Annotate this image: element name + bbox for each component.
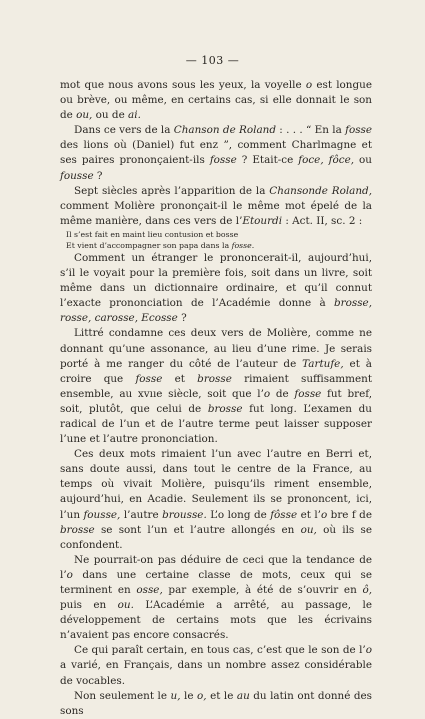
italic-text: o, — [197, 689, 207, 702]
text-run: Ce qui paraît certain, en tous cas, c’est que le son de l’ — [74, 644, 366, 657]
italic-text: osse, — [136, 584, 163, 596]
italic-text: o — [305, 79, 313, 91]
text-run: l’autre — [120, 508, 163, 521]
text-run: du latin ont donné des sons — [60, 689, 373, 717]
text-run: dans une certaine classe de mots, ceux qui se terminent en — [60, 568, 372, 596]
text-run: ? Etait-ce — [236, 154, 299, 167]
text-run: Non seulement le — [74, 689, 171, 702]
text-run: : . . . “ En la — [275, 124, 346, 137]
italic-text: fosse. — [231, 240, 255, 250]
italic-text: au — [236, 689, 250, 702]
paragraph — [60, 326, 372, 447]
italic-text: o — [320, 508, 328, 521]
text-run: où ils se confondent. — [60, 523, 372, 551]
text-run: se sont l’un et l’autre allongés en — [94, 523, 301, 536]
italic-text: u, — [170, 689, 181, 702]
italic-text: Chanson de Roland — [173, 124, 276, 137]
italic-text: fosse — [345, 124, 373, 137]
italic-text: foce, fôce, — [298, 154, 355, 167]
italic-text: ou, — [300, 523, 317, 536]
paragraph — [60, 184, 372, 229]
paragraph — [60, 123, 372, 183]
text-run: fut bref, soit, plutôt, que celui de — [60, 387, 372, 415]
italic-text: Etourdi — [242, 214, 283, 227]
text-run: Ces deux mots rimaient l’un avec l’autre en Berri et, sans doute aussi, dans tout le centre de la France, au temps où vivait Molière, puisqu’ils riment ensemble, aujourd’hui, en Acadie. Seulement ils se prononcent, ici, l’un — [60, 448, 372, 521]
text-run: : Act. II, sc. 2 : — [282, 214, 363, 227]
text-run: ? — [93, 169, 103, 182]
paragraph — [60, 78, 372, 123]
verse-quote — [66, 229, 372, 251]
text-run: Ne pourrait-on pas déduire de ceci que la tendance de l’ — [60, 553, 372, 581]
text-run: ou — [354, 154, 372, 167]
text-run: Littré condamne ces deux vers de Molière, comme ne donnant qu’une assonance, au lieu d’une rime. Je serais porté à me ranger du côté de l’auteur de — [60, 327, 372, 370]
text-run: et le — [206, 689, 237, 702]
text-run: et — [162, 372, 198, 385]
italic-text: ou, — [76, 109, 93, 122]
text-run: bre f de — [327, 508, 372, 521]
italic-text: brosse — [60, 523, 95, 536]
italic-text: brosse, rosse, carosse, Ecosse — [60, 297, 372, 325]
text-run: par exemple, à été de s’ouvrir en — [162, 584, 363, 596]
text-run: ou de — [92, 109, 129, 122]
italic-text: o — [365, 644, 372, 657]
text-run: rimaient suffisamment ensemble, au xvııe siècle, soit que l’ — [60, 372, 372, 400]
italic-text: fosse — [294, 387, 322, 400]
text-run: de — [270, 387, 295, 400]
text-run: L’Académie a arrêté, au passage, le développement de certains mots que les écrivains n’avaient pas encore consacrés. — [60, 599, 372, 642]
italic-text: brousse. — [162, 508, 207, 521]
body-text — [60, 78, 372, 719]
text-run: est longue ou brève, ou même, en certains cas, si elle donnait le son de — [60, 79, 372, 122]
italic-text: Tartufe, — [302, 357, 344, 370]
page-number: — 103 — — [185, 54, 240, 67]
italic-text: ô, — [362, 584, 372, 596]
text-run: et l’ — [297, 508, 321, 521]
text-run: le — [180, 689, 198, 702]
verse-line — [66, 229, 372, 240]
italic-text: fôsse — [270, 508, 298, 521]
paragraph — [60, 447, 372, 553]
text-run: ? — [177, 312, 187, 325]
text-run: Comment un étranger le prononcerait-il, aujourd’hui, s’il le voyait pour la première fois, soit dans un livre, soit même dans un dictionnaire ordinaire, et qu’il connut l’exacte prononciation de l’Académie donne à — [60, 251, 372, 310]
italic-text: brosse — [197, 372, 232, 385]
text-run: Dans ce vers de la — [74, 124, 174, 137]
italic-text: brosse — [207, 402, 243, 415]
text-run: Sept siècles après l’apparition de la — [74, 184, 270, 197]
paragraph — [60, 689, 372, 719]
text-run: Et vient d’accompagner son papa dans la — [66, 240, 232, 250]
paragraph — [60, 553, 372, 644]
paragraph — [60, 643, 372, 688]
italic-text: o — [263, 387, 271, 400]
paragraph — [60, 251, 372, 326]
verse-line — [66, 240, 372, 251]
text-run: mot que nous avons sous les yeux, la voyelle — [60, 79, 306, 91]
italic-text: Chansonde Roland, — [269, 184, 372, 197]
text-run: Il s’est fait en maint lieu contusion et bosse — [66, 229, 239, 239]
italic-text: ai. — [128, 109, 141, 122]
text-run: a varié, en Français, dans un nombre assez considérable de vocables. — [60, 659, 372, 687]
text-run: L’o long de — [206, 508, 271, 521]
text-run: comment Molière prononçait-il le même mot épelé de la même manière, dans ces vers de l’ — [60, 199, 372, 227]
text-run: et à croire que — [60, 357, 372, 385]
italic-text: fosse — [209, 154, 237, 167]
italic-text: ou. — [117, 599, 134, 612]
text-run: puis en — [60, 599, 118, 612]
italic-text: fousse — [60, 169, 94, 182]
italic-text: fosse — [135, 372, 163, 385]
text-run: fut long. L’examen du radical de l’un et de l’autre terme peut laisser supposer l’une et l’autre prononciation. — [60, 402, 372, 446]
text-run: des lions où (Daniel) fut enz ”, comment Charlmagne et ses paires prononçaient-ils — [60, 139, 372, 167]
italic-text: o — [66, 568, 73, 581]
italic-text: fousse, — [83, 508, 121, 521]
